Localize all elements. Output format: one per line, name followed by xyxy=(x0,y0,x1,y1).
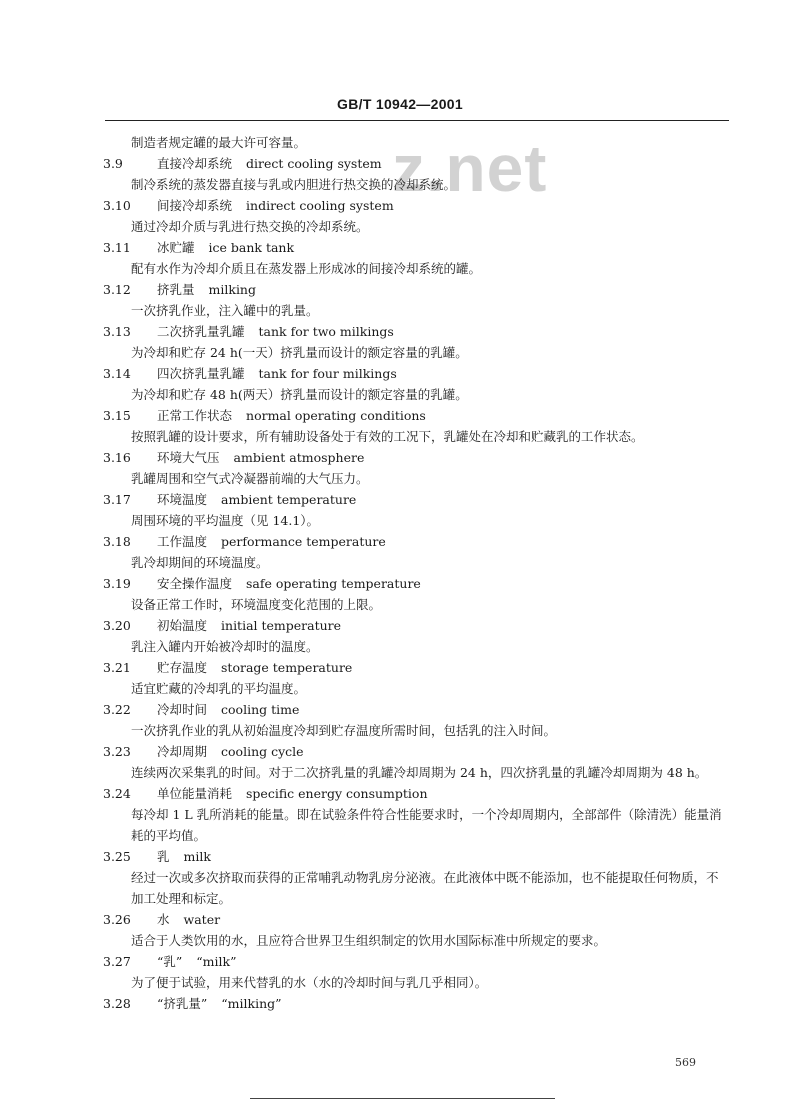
term-number: 3.15 xyxy=(103,408,131,423)
term-number: 3.19 xyxy=(103,576,131,591)
definition-text: 制造者规定罐的最大许可容量。 xyxy=(131,135,307,150)
term-number: 3.23 xyxy=(103,744,131,759)
term-heading xyxy=(0,489,800,510)
term-number: 3.16 xyxy=(103,450,131,465)
definition-text: 配有水作为冷却介质且在蒸发器上形成冰的间接冷却系统的罐。 xyxy=(131,261,482,276)
term-english: direct cooling system xyxy=(246,156,382,171)
definition-text: 周围环境的平均温度（见 14.1）。 xyxy=(131,513,320,528)
term-number: 3.11 xyxy=(103,240,131,255)
term-english: ambient temperature xyxy=(221,492,357,507)
definition-text: 经过一次或多次挤取而获得的正常哺乳动物乳房分泌液。在此液体中既不能添加，也不能提取任何物质，不加工处理和标定。 xyxy=(131,870,719,906)
definition-text: 每冷却 1 L 乳所消耗的能量。即在试验条件符合性能要求时，一个冷却周期内，全部部件（除清洗）能量消耗的平均值。 xyxy=(131,807,722,843)
term-chinese: 直接冷却系统 xyxy=(157,156,233,171)
definition-text: 乳冷却期间的环境温度。 xyxy=(131,555,269,570)
page-header: GB/T 10942—2001 xyxy=(337,96,463,112)
term-number: 3.14 xyxy=(103,366,131,381)
term-heading xyxy=(0,279,800,300)
term-heading xyxy=(0,321,800,342)
term-english: water xyxy=(183,912,221,927)
term-heading xyxy=(0,909,800,930)
header-divider xyxy=(105,120,729,121)
term-heading xyxy=(0,405,800,426)
term-chinese: 初始温度 xyxy=(157,618,208,633)
term-english: initial temperature xyxy=(221,618,342,633)
term-english: tank for two milkings xyxy=(258,324,394,339)
term-chinese: 冰贮罐 xyxy=(157,240,195,255)
definition-text: 通过冷却介质与乳进行热交换的冷却系统。 xyxy=(131,219,369,234)
term-english: performance temperature xyxy=(221,534,386,549)
term-chinese: 冷却周期 xyxy=(157,744,208,759)
definition-text: 制冷系统的蒸发器直接与乳或内胆进行热交换的冷却系统。 xyxy=(131,177,457,192)
term-number: 3.25 xyxy=(103,849,131,864)
term-number: 3.27 xyxy=(103,954,131,969)
term-english: safe operating temperature xyxy=(246,576,421,591)
term-number: 3.18 xyxy=(103,534,131,549)
term-chinese: 四次挤乳量乳罐 xyxy=(157,366,245,381)
definition-text: 按照乳罐的设计要求，所有辅助设备处于有效的工况下，乳罐处在冷却和贮藏乳的工作状态。 xyxy=(131,429,644,444)
term-english: normal operating conditions xyxy=(246,408,426,423)
term-heading xyxy=(0,993,800,1014)
term-chinese: 间接冷却系统 xyxy=(157,198,233,213)
term-chinese: 乳 xyxy=(157,849,170,864)
definition-text: 为冷却和贮存 48 h(两天）挤乳量而设计的额定容量的乳罐。 xyxy=(131,387,468,402)
term-heading xyxy=(0,363,800,384)
term-number: 3.10 xyxy=(103,198,131,213)
term-chinese: 环境温度 xyxy=(157,492,208,507)
term-english: indirect cooling system xyxy=(246,198,394,213)
term-heading xyxy=(0,573,800,594)
term-english: storage temperature xyxy=(221,660,353,675)
term-chinese: 水 xyxy=(157,912,170,927)
definition-text: 一次挤乳作业，注入罐中的乳量。 xyxy=(131,303,319,318)
watermark: z.net xyxy=(392,131,548,205)
term-chinese: 安全操作温度 xyxy=(157,576,233,591)
term-heading xyxy=(0,951,800,972)
term-chinese: 挤乳量 xyxy=(157,282,195,297)
term-english: milking xyxy=(208,282,256,297)
definition-text: 为了便于试验，用来代替乳的水（水的冷却时间与乳几乎相同）。 xyxy=(131,975,488,990)
bottom-divider xyxy=(250,1098,555,1099)
term-heading xyxy=(0,237,800,258)
definition-text: 为冷却和贮存 24 h(一天）挤乳量而设计的额定容量的乳罐。 xyxy=(131,345,468,360)
definition-text: 一次挤乳作业的乳从初始温度冷却到贮存温度所需时间，包括乳的注入时间。 xyxy=(131,723,557,738)
definition-text: 设备正常工作时，环境温度变化范围的上限。 xyxy=(131,597,382,612)
term-english: “milk” xyxy=(196,954,237,969)
term-number: 3.17 xyxy=(103,492,131,507)
term-chinese: “乳” xyxy=(157,954,183,969)
definition-text: 适合于人类饮用的水，且应符合世界卫生组织制定的饮用水国际标准中所规定的要求。 xyxy=(131,933,607,948)
term-english: ice bank tank xyxy=(208,240,295,255)
definition-text: 适宜贮藏的冷却乳的平均温度。 xyxy=(131,681,307,696)
term-heading xyxy=(0,657,800,678)
term-number: 3.28 xyxy=(103,996,131,1011)
term-english: cooling time xyxy=(221,702,300,717)
term-english: ambient atmosphere xyxy=(233,450,365,465)
term-heading xyxy=(0,699,800,720)
term-number: 3.9 xyxy=(103,156,123,171)
term-chinese: 环境大气压 xyxy=(157,450,220,465)
term-number: 3.24 xyxy=(103,786,131,801)
page-number: 569 xyxy=(675,1056,696,1069)
term-heading xyxy=(0,741,800,762)
term-heading xyxy=(0,846,800,867)
term-chinese: “挤乳量” xyxy=(157,996,208,1011)
term-number: 3.13 xyxy=(103,324,131,339)
term-number: 3.20 xyxy=(103,618,131,633)
term-number: 3.12 xyxy=(103,282,131,297)
term-english: cooling cycle xyxy=(221,744,304,759)
term-heading xyxy=(0,531,800,552)
definition-text: 乳罐周围和空气式冷凝器前端的大气压力。 xyxy=(131,471,369,486)
term-chinese: 冷却时间 xyxy=(157,702,208,717)
term-heading xyxy=(0,195,800,216)
term-chinese: 二次挤乳量乳罐 xyxy=(157,324,245,339)
definition-text: 连续两次采集乳的时间。对于二次挤乳量的乳罐冷却周期为 24 h，四次挤乳量的乳罐冷却周期为 48 h。 xyxy=(131,765,708,780)
term-heading xyxy=(0,153,800,174)
term-chinese: 工作温度 xyxy=(157,534,208,549)
term-heading xyxy=(0,447,800,468)
term-english: specific energy consumption xyxy=(246,786,428,801)
definition-text: 乳注入罐内开始被冷却时的温度。 xyxy=(131,639,319,654)
definitions-body xyxy=(0,132,800,1014)
term-chinese: 正常工作状态 xyxy=(157,408,233,423)
term-number: 3.26 xyxy=(103,912,131,927)
term-english: tank for four milkings xyxy=(258,366,397,381)
term-chinese: 单位能量消耗 xyxy=(157,786,233,801)
term-heading xyxy=(0,783,800,804)
term-heading xyxy=(0,615,800,636)
term-english: milk xyxy=(183,849,211,864)
term-english: “milking” xyxy=(221,996,282,1011)
term-number: 3.22 xyxy=(103,702,131,717)
term-chinese: 贮存温度 xyxy=(157,660,208,675)
term-number: 3.21 xyxy=(103,660,131,675)
